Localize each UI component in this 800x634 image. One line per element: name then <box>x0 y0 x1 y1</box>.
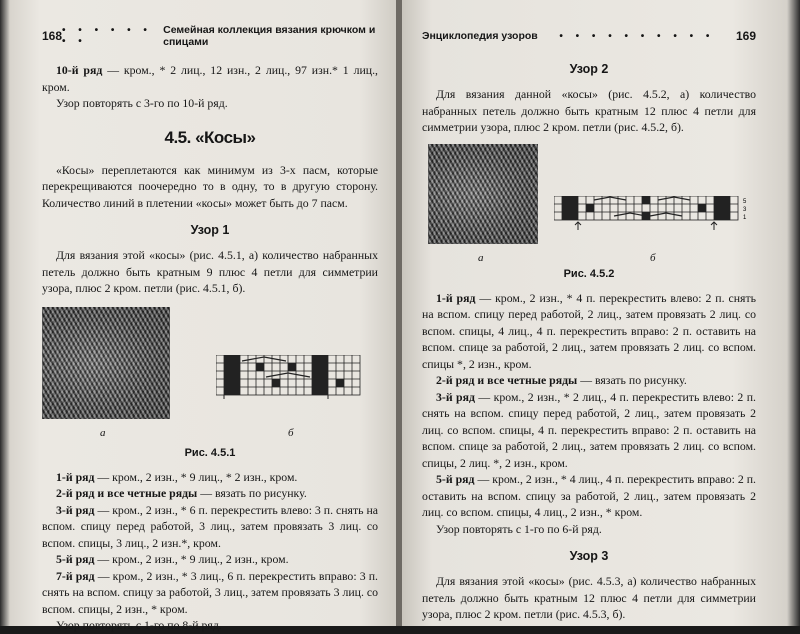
pattern1-title: Узор 1 <box>190 223 230 237</box>
right-page <box>402 0 800 626</box>
pattern1-row-even: 2-й ряд и все четные ряды — вязать по рисунку. <box>56 486 307 500</box>
pattern2-title: Узор 2 <box>569 62 609 76</box>
pattern3-title: Узор 3 <box>569 549 609 563</box>
intro-repeat-note: Узор повторять с 3-го по 10-й ряд. <box>56 96 228 110</box>
figure-4-5-2-caption: Рис. 4.5.2 <box>563 267 615 280</box>
knit-photo-a <box>428 144 538 244</box>
pattern2-row-1: 1-й ряд — кром., 2 изн., * 4 п. перекрестить влево: 2 п. снять на вспом. спицу перед работой, 2 лиц., затем провязать 2 лиц. со вспом. спицы, 4 лиц., 4 п. перекрестить вправо: 2 п. оставить на вспом. спице за работой, 2 лиц., затем провязать 2 лиц. со вспом. спицы *, 2 изн., кром. <box>422 290 756 371</box>
pattern2-row-even: 2-й ряд и все четные ряды — вязать по рисунку. <box>436 373 687 387</box>
figure-4-5-2 <box>422 144 756 252</box>
dot-leader: • • • • • • • • <box>62 25 152 47</box>
knit-schema-b <box>554 196 754 232</box>
figure-4-5-1-labels <box>42 427 378 441</box>
right-running-head <box>422 28 756 44</box>
pattern2-row-3: 3-й ряд — кром., 2 изн., * 2 лиц., 4 п. перекрестить влево: 2 п. снять на вспом. спицу перед работой, 2 лиц., затем провязать 2 лиц. со вспом. спицы, 4 п. перекрестить вправо: 2 п. оставить на вспом. спице за работой, 2 лиц., затем провязать 2 лиц. со вспом. спицы, 2 лиц. *, 2 изн., кром. <box>422 389 756 470</box>
pattern3-intro: Для вязания этой «косы» (рис. 4.5.3, а) количество набранных петель должно быть кратным 12 плюс 4 петли для симметрии узора, плюс 2 кром. петли (рис. 4.5.3, б). <box>422 574 756 621</box>
figure-4-5-1-caption: Рис. 4.5.1 <box>184 446 236 459</box>
schema-row-1: 1 <box>743 214 747 221</box>
fig2-label-a: а <box>478 251 484 264</box>
section-title: 4.5. «Косы» <box>164 127 256 147</box>
fig2-label-b: б <box>650 251 656 264</box>
intro-row-10: 10-й ряд — кром., * 2 лиц., 12 изн., 2 лиц., 97 изн.* 1 лиц., кром. <box>42 63 379 94</box>
schema-row-3: 3 <box>743 206 747 213</box>
knit-photo-a <box>42 307 170 419</box>
left-running-head <box>42 24 378 48</box>
left-page <box>0 0 398 632</box>
section-intro: «Косы» переплетаются как минимум из 3-х пасм, которые перекрещиваются поочередно то в одну, то в другую сторону. Количество линий в плетении «косы» может быть до 7 пасм. <box>42 162 378 210</box>
left-running-title: Семейная коллекция вязания крючком и спицами <box>163 24 376 48</box>
pattern1-intro: Для вязания этой «косы» (рис. 4.5.1, а) количество набранных петель должно быть кратным 9 плюс 4 петли для симметрии узора, плюс 2 кром. петли (рис. 4.5.1, б). <box>42 248 378 295</box>
pattern2-intro: Для вязания данной «косы» (рис. 4.5.2, а) количество набранных петель должно быть кратным 12 плюс 4 петли для симметрии узора, плюс 2 кром. петли (рис. 4.5.2, б). <box>422 87 756 134</box>
right-page-number: 169 <box>735 29 756 43</box>
pattern2-repeat-note: Узор повторять с 1-го по 6-й ряд. <box>436 521 602 536</box>
pattern1-row-7: 7-й ряд — кром., 2 изн., * 3 лиц., 6 п. перекрестить вправо: 3 п. снять на вспом. спицу за работой, 3 лиц., затем провязать 3 лиц. со вспом. спицы, 2 изн., * кром. <box>42 568 379 616</box>
pattern1-row-3: 3-й ряд — кром., 2 изн., * 6 п. перекрестить влево: 3 п. снять на вспом. спицу перед работой, 3 лиц., затем провязать 3 лиц. со вспом. спицы, 3 лиц., 2 изн.*, кром. <box>42 502 378 550</box>
fig1-label-b: б <box>288 426 294 439</box>
fig1-label-a: а <box>100 426 106 439</box>
dot-leader: • • • • • • • • • • <box>559 30 715 42</box>
figure-4-5-2-labels <box>422 252 756 266</box>
knit-schema-b <box>216 355 366 403</box>
left-page-number: 168 <box>42 29 63 43</box>
figure-4-5-1 <box>42 307 378 427</box>
pattern1-row-5: 5-й ряд — кром., 2 изн., * 9 лиц., 2 изн., кром. <box>56 552 289 566</box>
pattern2-row-5: 5-й ряд — кром., 2 изн., * 4 лиц., 4 п. перекрестить вправо: 2 п. оставить на вспом. спицу за работой, 2 лиц., затем провязать 2 лиц. со вспом. спицы, 4 лиц., 2 изн., * кром. <box>422 472 757 519</box>
pattern1-repeat-note: Узор повторять с 1-го по 8-й ряд. <box>56 618 222 632</box>
pattern1-row-1: 1-й ряд — кром., 2 изн., * 9 лиц., * 2 изн., кром. <box>56 469 298 484</box>
right-running-title: Энциклопедия узоров <box>422 30 538 42</box>
schema-row-5: 5 <box>743 198 747 205</box>
